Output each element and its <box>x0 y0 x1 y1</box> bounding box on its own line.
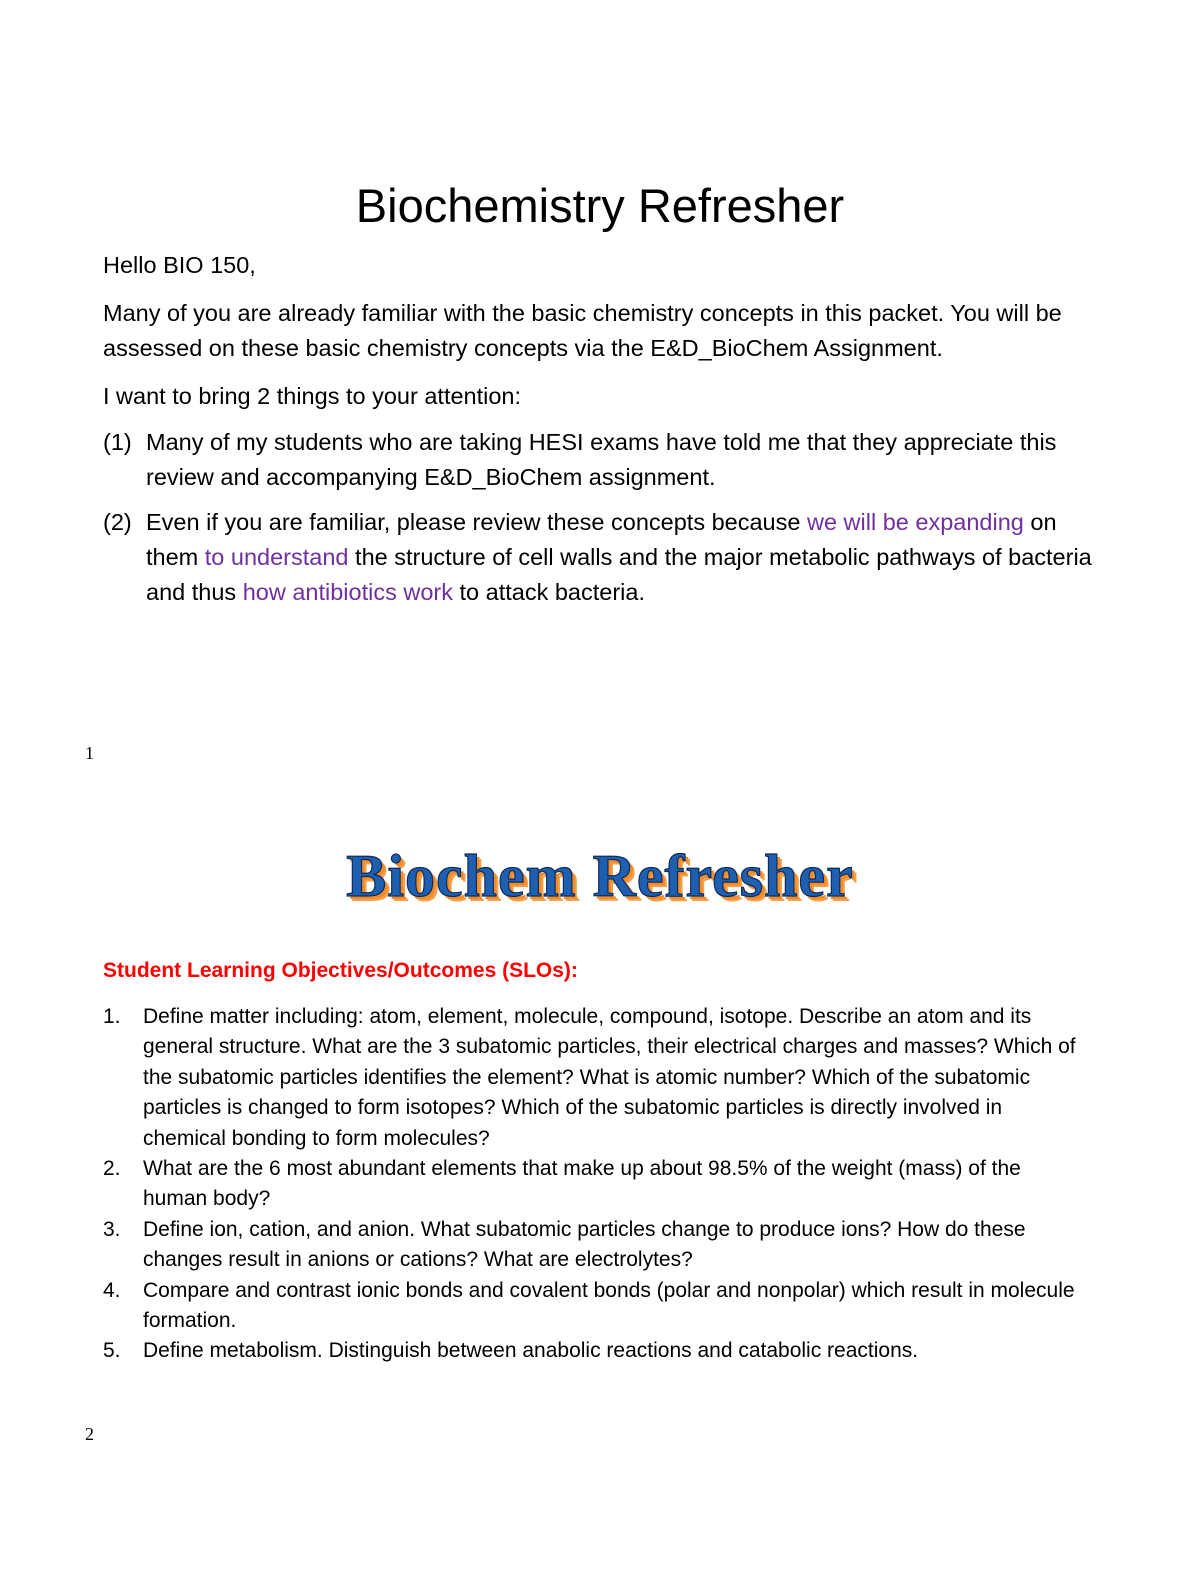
list-item-text: What are the 6 most abundant elements that make up about 98.5% of the weight (mass) of the human body? <box>143 1157 1021 1211</box>
list-item-text: Compare and contrast ionic bonds and covalent bonds (polar and nonpolar) which result in molecule formation. <box>143 1278 1075 1333</box>
list-item-number: 5. <box>103 1339 121 1363</box>
document-title: Biochemistry Refresher <box>355 179 845 232</box>
highlighted-phrase: we will be expanding <box>806 509 1024 535</box>
list-item <box>103 1336 1083 1366</box>
list-item-text: Define ion, cation, and anion. What subatomic particles change to produce ions? How do these changes result in anions or cations? What are electrolytes? <box>143 1217 1026 1272</box>
point-number: (2) <box>103 509 132 535</box>
highlighted-phrase: to understand <box>204 544 349 570</box>
numbered-point-2 <box>103 505 1103 610</box>
list-item-number: 4. <box>103 1278 121 1302</box>
intro-paragraph: Many of you are already familiar with the basic chemistry concepts in this packet. You will be assessed on these basic chemistry concepts via the E&D_BioChem Assignment. <box>103 300 1062 361</box>
page-number: 2 <box>85 1424 94 1444</box>
numbered-point-1 <box>103 425 1103 495</box>
slo-heading: Student Learning Objectives/Outcomes (SLOs): <box>103 959 578 982</box>
list-item <box>103 1215 1083 1276</box>
point-number: (1) <box>103 429 132 455</box>
point-text: Even if you are familiar, please review these concepts because <box>146 509 807 535</box>
list-item-number: 2. <box>103 1157 121 1181</box>
list-item <box>103 1276 1083 1337</box>
objectives-list <box>103 1002 1083 1367</box>
slide1-body <box>103 248 1103 620</box>
attention-line: I want to bring 2 things to your attention: <box>103 383 522 409</box>
list-item-text: Define metabolism. Distinguish between anabolic reactions and catabolic reactions. <box>143 1339 919 1363</box>
point-text: Many of my students who are taking HESI exams have told me that they appreciate this review and accompanying E&D_BioChem assignment. <box>146 429 1057 490</box>
list-item-text: Define matter including: atom, element, molecule, compound, isotope. Describe an atom and its general structure. What are the 3 subatomic particles, their electrical charges and masses? Which of the subatomic particles identifies the element? What is atomic number? Which of the subatomic particles is changed to form isotopes? Which of the subatomic particles is directly involved in chemical bonding to form molecules? <box>143 1005 1076 1150</box>
greeting: Hello BIO 150, <box>103 252 256 278</box>
list-item-number: 1. <box>103 1005 121 1028</box>
point-text: on them <box>146 509 1057 570</box>
point-text: the structure of cell walls and the major metabolic pathways of bacteria and thus <box>146 544 1092 605</box>
wordart-title: Biochem Refresher <box>346 843 854 909</box>
page-number: 1 <box>85 743 94 763</box>
list-item-number: 3. <box>103 1217 121 1241</box>
point-text: to attack bacteria. <box>452 579 646 605</box>
highlighted-phrase: how antibiotics work <box>242 579 453 605</box>
list-item <box>103 1002 1083 1154</box>
list-item <box>103 1154 1083 1215</box>
